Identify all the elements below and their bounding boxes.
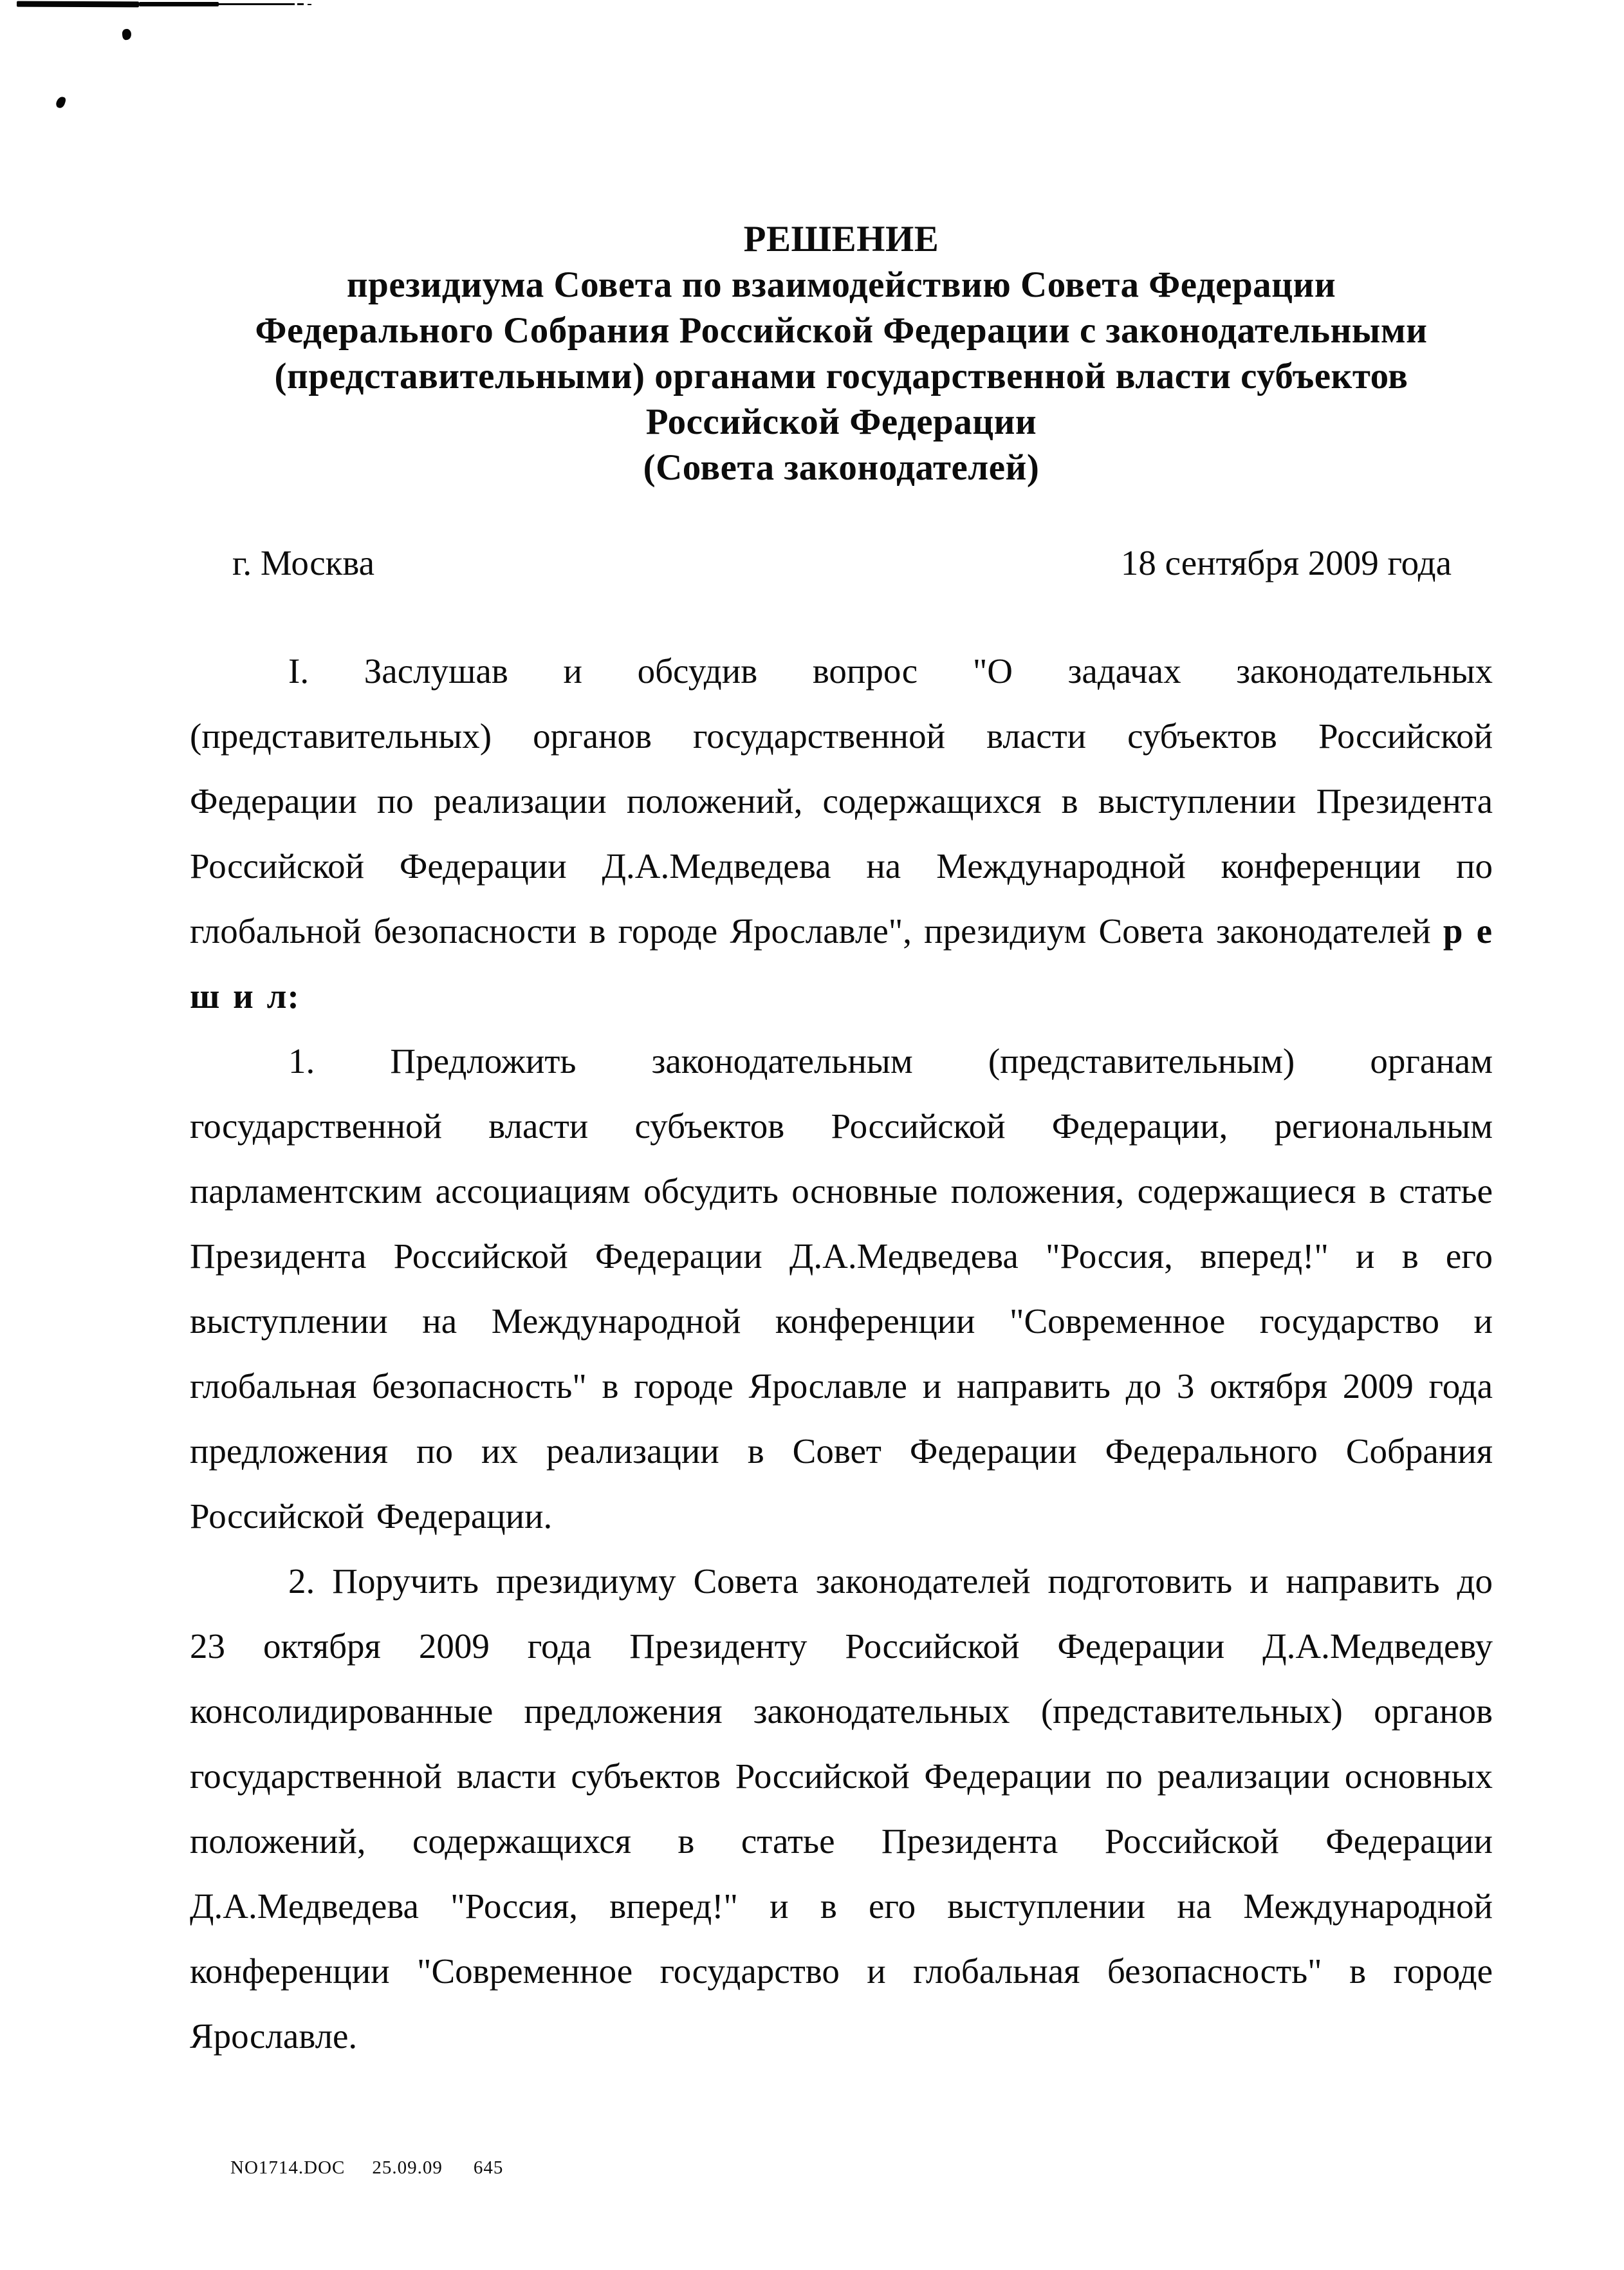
paragraph-item-1: 1. Предложить законодательным (представительным) органам государственной власти субъектов Российской Федерации, региональным парламентским ассоциациям обсудить основные положения, содержащиеся в статье Президента Российской Федерации Д.А.Медведева "Россия, вперед!" и в его выступлении на Международной конференции "Современное государство и глобальная безопасность" в городе Ярославле и направить до 3 октября 2009 года предложения по их реализации в Совет Федерации Федерального Собрания Российской Федерации. — [190, 1041, 1493, 1536]
title-line-decision: РЕШЕНИЕ — [743, 219, 939, 259]
document-title-block — [190, 216, 1493, 490]
title-line-council: (Совета законодателей) — [643, 447, 1040, 488]
footer-filename: NO1714.DOC — [230, 2157, 346, 2178]
title-line-assembly: Федерального Собрания Российской Федерации с законодательными — [255, 310, 1428, 351]
scan-streak-artifact — [17, 1, 139, 8]
place-date-row — [190, 544, 1493, 582]
scan-streak-artifact — [219, 3, 295, 5]
intro-text: I. Заслушав и обсудив вопрос "О задачах законодательных (представительных) органов государственной власти субъектов Российской Федерации по реализации положений, содержащихся в выступлении Президента Российской Федерации Д.А.Медведева на Международной конференции по глобальной безопасности в городе Ярославле", президиум Совета законодателей — [190, 651, 1493, 951]
place-label: г. Москва — [232, 543, 375, 582]
title-line-representative: (представительными) органами государственной власти субъектов — [274, 356, 1408, 396]
footer-code — [230, 2157, 503, 2179]
title-line-federation: Российской Федерации — [645, 402, 1037, 442]
scan-speck-artifact — [308, 4, 311, 5]
footer-number: 645 — [473, 2157, 504, 2178]
paragraph-item-2: 2. Поручить президиуму Совета законодателей подготовить и направить до 23 октября 2009 года Президенту Российской Федерации Д.А.Медведеву консолидированные предложения законодательных (представительных) органов государственной власти субъектов Российской Федерации по реализации основных положений, содержащихся в статье Президента Российской Федерации Д.А.Медведева "Россия, вперед!" и в его выступлении на Международной конференции "Современное государство и глобальная безопасность" в городе Ярославле. — [190, 1561, 1493, 2056]
scan-speck-artifact — [297, 3, 304, 5]
scan-streak-artifact — [139, 2, 219, 6]
ink-dot-artifact — [55, 95, 67, 109]
document-body — [190, 638, 1493, 2069]
date-label: 18 сентября 2009 года — [1120, 543, 1452, 582]
resolved-bold-text: р е ш и л: — [190, 911, 1493, 1016]
title-line-presidium: президиума Совета по взаимодействию Совета Федерации — [346, 265, 1336, 305]
ink-dot-artifact — [122, 28, 132, 41]
paragraph-intro — [190, 638, 1493, 1028]
footer-date: 25.09.09 — [372, 2157, 443, 2178]
